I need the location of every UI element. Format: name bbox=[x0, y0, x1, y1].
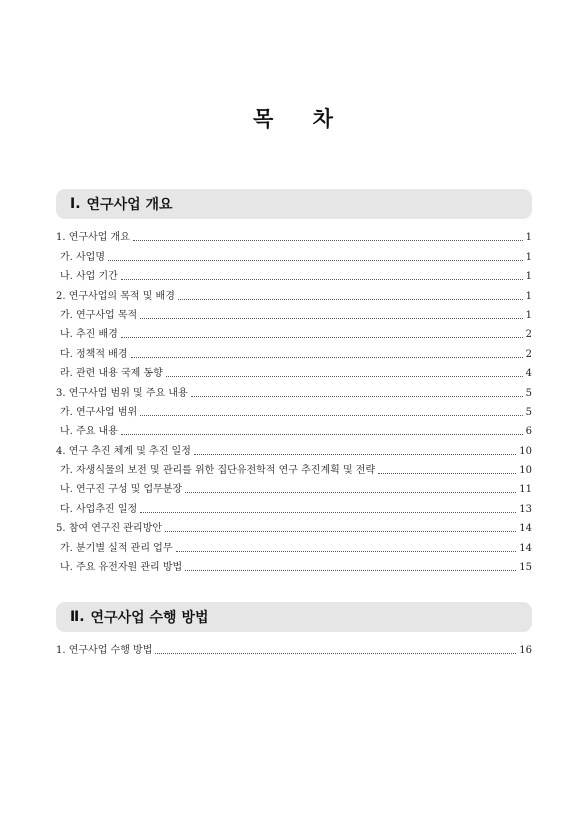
toc-entry-label: 2. 연구사업의 목적 및 배경 bbox=[56, 290, 175, 302]
toc-entry-page: 1 bbox=[525, 251, 532, 263]
toc-entry[interactable] bbox=[56, 438, 532, 457]
toc-entry[interactable] bbox=[56, 244, 532, 263]
toc-entry-label: 가. 분기별 실적 관리 업무 bbox=[60, 542, 173, 554]
toc-entry[interactable] bbox=[56, 638, 532, 657]
section-header bbox=[56, 602, 532, 632]
toc-entry-label: 가. 연구사업 범위 bbox=[60, 406, 138, 418]
toc-section-1 bbox=[56, 189, 532, 574]
toc-entry[interactable] bbox=[56, 535, 532, 554]
toc-entry-label: 라. 관련 내용 국제 동향 bbox=[60, 368, 163, 380]
leader-dots bbox=[140, 415, 522, 416]
section-title: 연구사업 개요 bbox=[86, 197, 173, 213]
toc-entry-label: 나. 주요 유전자원 관리 방법 bbox=[60, 562, 183, 574]
page-title: 목 차 bbox=[253, 107, 334, 131]
toc-entry-label: 5. 참여 연구진 관리방안 bbox=[56, 523, 163, 535]
leader-dots bbox=[155, 653, 516, 654]
toc-entry-label: 1. 연구사업 수행 방법 bbox=[56, 645, 153, 657]
toc-entry-label: 다. 사업추진 일정 bbox=[60, 503, 138, 515]
toc-entry-page: 5 bbox=[525, 406, 532, 418]
section-number: Ⅱ. bbox=[70, 609, 85, 625]
toc-entry[interactable] bbox=[56, 283, 532, 302]
leader-dots bbox=[185, 570, 516, 571]
leader-dots bbox=[140, 512, 516, 513]
leader-dots bbox=[178, 299, 523, 300]
toc-list bbox=[56, 638, 532, 657]
toc-entry-label: 나. 사업 기간 bbox=[60, 271, 118, 283]
leader-dots bbox=[121, 279, 523, 280]
toc-entry-label: 나. 연구진 구성 및 업무분장 bbox=[60, 484, 183, 496]
leader-dots bbox=[140, 318, 522, 319]
toc-entry-page: 1 bbox=[525, 290, 532, 302]
toc-entry[interactable] bbox=[56, 477, 532, 496]
toc-entry[interactable] bbox=[56, 555, 532, 574]
toc-entry[interactable] bbox=[56, 400, 532, 419]
toc-entry-page: 13 bbox=[519, 503, 532, 515]
toc-entry-label: 다. 정책적 배경 bbox=[60, 348, 128, 360]
toc-list bbox=[56, 225, 532, 574]
toc-entry-label: 4. 연구 추진 체계 및 추진 일정 bbox=[56, 445, 191, 457]
toc-entry[interactable] bbox=[56, 419, 532, 438]
toc-entry-page: 10 bbox=[519, 445, 532, 457]
toc-entry[interactable] bbox=[56, 341, 532, 360]
leader-dots bbox=[121, 337, 523, 338]
toc-entry-label: 3. 연구사업 범위 및 주요 내용 bbox=[56, 387, 188, 399]
leader-dots bbox=[166, 376, 523, 377]
toc-entry-page: 10 bbox=[519, 465, 532, 477]
toc-entry-page: 1 bbox=[525, 271, 532, 283]
leader-dots bbox=[191, 396, 523, 397]
toc-entry-page: 1 bbox=[525, 309, 532, 321]
toc-entry-page: 14 bbox=[519, 542, 532, 554]
toc-entry[interactable] bbox=[56, 322, 532, 341]
toc-entry-label: 가. 자생식물의 보전 및 관리를 위한 집단유전학적 연구 추진계획 및 전략 bbox=[60, 465, 376, 477]
toc-entry-page: 4 bbox=[525, 368, 532, 380]
toc-entry-page: 16 bbox=[519, 645, 532, 657]
leader-dots bbox=[378, 473, 516, 474]
toc-entry-label: 가. 연구사업 목적 bbox=[60, 309, 138, 321]
toc-section-2 bbox=[56, 602, 532, 657]
toc-entry[interactable] bbox=[56, 361, 532, 380]
toc-entry-page: 1 bbox=[525, 232, 532, 244]
section-header bbox=[56, 189, 532, 219]
toc-entry[interactable] bbox=[56, 516, 532, 535]
section-number: Ⅰ. bbox=[70, 196, 81, 212]
toc-entry[interactable] bbox=[56, 458, 532, 477]
leader-dots bbox=[176, 551, 517, 552]
section-title: 연구사업 수행 방법 bbox=[90, 610, 209, 626]
toc-entry[interactable] bbox=[56, 303, 532, 322]
toc-entry-label: 가. 사업명 bbox=[60, 251, 105, 263]
leader-dots bbox=[121, 434, 523, 435]
toc-entry-label: 나. 주요 내용 bbox=[60, 426, 118, 438]
toc-entry-page: 2 bbox=[525, 329, 532, 341]
toc-entry-label: 나. 추진 배경 bbox=[60, 329, 118, 341]
leader-dots bbox=[131, 357, 523, 358]
leader-dots bbox=[194, 454, 516, 455]
toc-entry-page: 6 bbox=[525, 426, 532, 438]
leader-dots bbox=[165, 531, 516, 532]
leader-dots bbox=[108, 260, 523, 261]
leader-dots bbox=[133, 240, 523, 241]
toc-entry-page: 5 bbox=[525, 387, 532, 399]
toc-entry[interactable] bbox=[56, 225, 532, 244]
toc-entry-page: 14 bbox=[519, 523, 532, 535]
toc-entry-page: 11 bbox=[519, 484, 532, 496]
toc-entry[interactable] bbox=[56, 380, 532, 399]
toc-entry[interactable] bbox=[56, 264, 532, 283]
toc-entry-page: 15 bbox=[519, 562, 532, 574]
toc-entry-label: 1. 연구사업 개요 bbox=[56, 232, 130, 244]
toc-entry-page: 2 bbox=[525, 348, 532, 360]
toc-entry[interactable] bbox=[56, 496, 532, 515]
leader-dots bbox=[185, 492, 516, 493]
